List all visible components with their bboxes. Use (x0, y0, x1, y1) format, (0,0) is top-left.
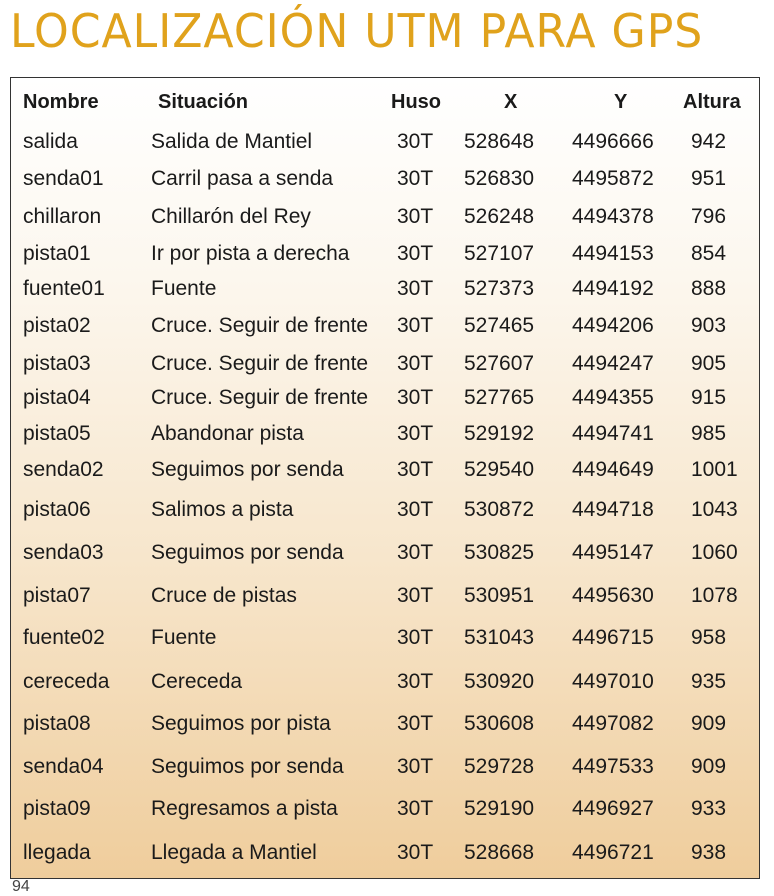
cell-x: 527465 (464, 314, 535, 337)
cell-y: 4494649 (572, 458, 654, 481)
table-row (11, 349, 759, 379)
cell-situacion: Seguimos por senda (151, 541, 344, 564)
cell-nombre: salida (23, 130, 78, 153)
cell-huso: 30T (397, 498, 434, 521)
cell-x: 529540 (464, 458, 535, 481)
cell-x: 530872 (464, 498, 535, 521)
table-row (11, 164, 759, 194)
cell-nombre: fuente01 (23, 277, 105, 300)
table-row (11, 311, 759, 341)
cell-nombre: pista05 (23, 422, 91, 445)
cell-huso: 30T (397, 314, 434, 337)
cell-situacion: Seguimos por senda (151, 755, 344, 778)
cell-y: 4494206 (572, 314, 654, 337)
table-row (11, 752, 759, 782)
cell-huso: 30T (397, 277, 434, 300)
cell-huso: 30T (397, 755, 434, 778)
cell-nombre: senda04 (23, 755, 104, 778)
cell-altura: 1060 (691, 541, 738, 564)
utm-table (10, 77, 760, 879)
table-row (11, 838, 759, 868)
table-row (11, 127, 759, 157)
cell-situacion: Ir por pista a derecha (151, 242, 350, 265)
page-number: 94 (12, 878, 30, 895)
header-altura: Altura (683, 91, 741, 113)
cell-huso: 30T (397, 167, 434, 190)
cell-altura: 951 (691, 167, 727, 190)
cell-y: 4494718 (572, 498, 654, 521)
cell-situacion: Abandonar pista (151, 422, 304, 445)
cell-x: 528668 (464, 841, 535, 864)
cell-huso: 30T (397, 626, 434, 649)
cell-altura: 958 (691, 626, 727, 649)
cell-altura: 1078 (691, 584, 738, 607)
cell-nombre: senda02 (23, 458, 104, 481)
cell-y: 4497010 (572, 670, 654, 693)
cell-altura: 935 (691, 670, 727, 693)
cell-altura: 909 (691, 712, 727, 735)
cell-nombre: pista03 (23, 352, 91, 375)
cell-nombre: pista07 (23, 584, 91, 607)
header-huso: Huso (391, 91, 441, 113)
table-row (11, 581, 759, 611)
cell-y: 4494355 (572, 386, 654, 409)
cell-x: 530608 (464, 712, 535, 735)
cell-huso: 30T (397, 797, 434, 820)
header-y: Y (614, 91, 628, 113)
cell-altura: 985 (691, 422, 727, 445)
table-row (11, 383, 759, 413)
cell-situacion: Cruce. Seguir de frente (151, 386, 369, 409)
table-row (11, 239, 759, 269)
page-title: LOCALIZACIÓN UTM PARA GPS (10, 4, 704, 58)
cell-huso: 30T (397, 584, 434, 607)
cell-altura: 909 (691, 755, 727, 778)
cell-x: 530825 (464, 541, 535, 564)
cell-y: 4495630 (572, 584, 654, 607)
cell-situacion: Cruce de pistas (151, 584, 297, 607)
cell-y: 4494378 (572, 205, 654, 228)
cell-huso: 30T (397, 352, 434, 375)
cell-situacion: Seguimos por senda (151, 458, 344, 481)
cell-y: 4496715 (572, 626, 654, 649)
cell-y: 4497082 (572, 712, 654, 735)
cell-situacion: Cruce. Seguir de frente (151, 314, 369, 337)
cell-nombre: pista09 (23, 797, 91, 820)
cell-x: 528648 (464, 130, 535, 153)
cell-altura: 888 (691, 277, 727, 300)
cell-altura: 1043 (691, 498, 738, 521)
cell-nombre: llegada (23, 841, 91, 864)
cell-x: 526248 (464, 205, 535, 228)
cell-y: 4496666 (572, 130, 654, 153)
cell-nombre: senda03 (23, 541, 104, 564)
cell-altura: 796 (691, 205, 727, 228)
cell-huso: 30T (397, 712, 434, 735)
header-x: X (504, 91, 518, 113)
cell-altura: 903 (691, 314, 727, 337)
cell-huso: 30T (397, 670, 434, 693)
cell-situacion: Salida de Mantiel (151, 130, 313, 153)
cell-huso: 30T (397, 205, 434, 228)
cell-nombre: chillaron (23, 205, 102, 228)
table-row (11, 794, 759, 824)
cell-nombre: senda01 (23, 167, 104, 190)
cell-x: 527373 (464, 277, 535, 300)
cell-situacion: Fuente (151, 626, 217, 649)
cell-y: 4495147 (572, 541, 654, 564)
cell-x: 529192 (464, 422, 535, 445)
cell-nombre: pista04 (23, 386, 91, 409)
cell-y: 4494247 (572, 352, 654, 375)
cell-nombre: pista02 (23, 314, 91, 337)
table-row (11, 667, 759, 697)
cell-altura: 905 (691, 352, 727, 375)
cell-huso: 30T (397, 422, 434, 445)
cell-x: 530920 (464, 670, 535, 693)
cell-nombre: pista08 (23, 712, 91, 735)
cell-situacion: Chillarón del Rey (151, 205, 311, 228)
table-row (11, 455, 759, 485)
cell-x: 531043 (464, 626, 535, 649)
table-row (11, 419, 759, 449)
table-row (11, 495, 759, 525)
header-nombre: Nombre (23, 91, 99, 113)
table-row (11, 709, 759, 739)
header-situacion: Situación (158, 91, 249, 113)
cell-altura: 854 (691, 242, 727, 265)
cell-altura: 1001 (691, 458, 738, 481)
cell-y: 4494192 (572, 277, 654, 300)
cell-x: 529728 (464, 755, 535, 778)
cell-huso: 30T (397, 458, 434, 481)
cell-x: 527107 (464, 242, 535, 265)
cell-nombre: fuente02 (23, 626, 105, 649)
cell-huso: 30T (397, 841, 434, 864)
cell-altura: 938 (691, 841, 727, 864)
cell-y: 4496721 (572, 841, 654, 864)
cell-situacion: Cereceda (151, 670, 243, 693)
cell-situacion: Carril pasa a senda (151, 167, 334, 190)
table-row (11, 274, 759, 304)
cell-x: 529190 (464, 797, 535, 820)
cell-huso: 30T (397, 242, 434, 265)
cell-situacion: Regresamos a pista (151, 797, 338, 820)
table-row (11, 202, 759, 232)
cell-situacion: Cruce. Seguir de frente (151, 352, 369, 375)
cell-nombre: cereceda (23, 670, 110, 693)
cell-huso: 30T (397, 541, 434, 564)
cell-x: 527607 (464, 352, 535, 375)
cell-nombre: pista01 (23, 242, 91, 265)
cell-y: 4496927 (572, 797, 654, 820)
cell-y: 4494153 (572, 242, 654, 265)
cell-x: 530951 (464, 584, 535, 607)
cell-y: 4495872 (572, 167, 654, 190)
cell-y: 4494741 (572, 422, 654, 445)
cell-y: 4497533 (572, 755, 654, 778)
cell-altura: 942 (691, 130, 727, 153)
cell-huso: 30T (397, 130, 434, 153)
cell-situacion: Salimos a pista (151, 498, 294, 521)
cell-nombre: pista06 (23, 498, 91, 521)
cell-altura: 915 (691, 386, 727, 409)
cell-huso: 30T (397, 386, 434, 409)
cell-situacion: Seguimos por pista (151, 712, 331, 735)
cell-altura: 933 (691, 797, 727, 820)
cell-x: 526830 (464, 167, 535, 190)
table-row (11, 623, 759, 653)
cell-situacion: Fuente (151, 277, 217, 300)
table-row (11, 538, 759, 568)
table-header (11, 87, 759, 117)
cell-situacion: Llegada a Mantiel (151, 841, 317, 864)
cell-x: 527765 (464, 386, 535, 409)
